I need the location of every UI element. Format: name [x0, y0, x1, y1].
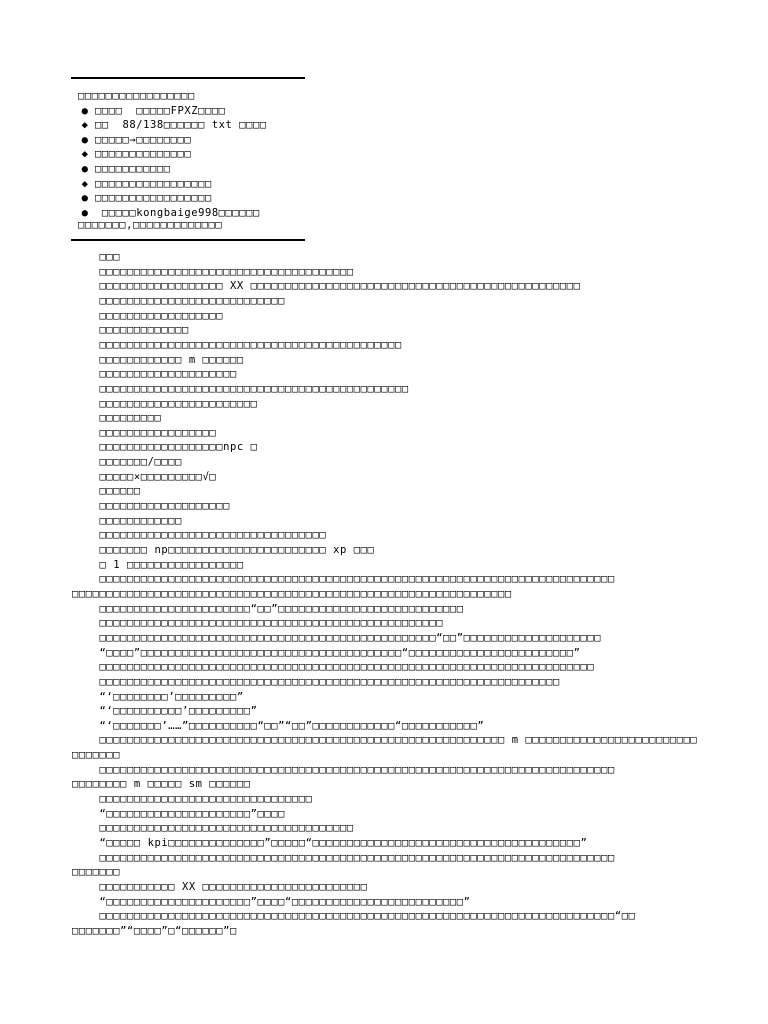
bullet-symbol: ◆: [81, 119, 89, 132]
body-line: □□□□□□□□□□□□□□□□□□□□□□□□□□□□□□□□□□□□□: [72, 265, 354, 278]
header-bottom-rule: [71, 239, 305, 241]
bullet-text: □□□□□□□□□□□: [95, 163, 171, 175]
body-line: □□□□□□□□□□□□□□□□□□□: [72, 500, 231, 513]
body-line: □□□□□□□□□□□□□□□□□□□□□□“□□”□□□□□□□□□□□□□□□□□□□□□□□□□□□: [72, 602, 464, 615]
body-line: □□□□□□□□□□□□□□□□□□: [72, 309, 224, 322]
body-line: □□□□□□□□□□□□□□□□□□□□□□□□□□□□□□□□□: [72, 529, 327, 542]
bullet-text: □□ 88/138□□□□□□ txt □□□□: [95, 119, 267, 132]
body-line: □□□□□□□□□□□□□: [72, 324, 189, 337]
body-line: □□□□□□: [72, 485, 141, 498]
body-line: □□□□□□□□□□□□□□□□□□□□□□□□□□□□□□□□□□□□□□□□□□□□□□□□□□□□□□□□□□□□□□□□□□□□□□□□□□□: [72, 763, 615, 776]
body-line: □□□□□□□: [72, 866, 121, 879]
body-line: “□□□□□□□□□□□□□□□□□□□□□”□□□□“□□□□□□□□□□□□□□□□□□□□□□□□□”: [72, 895, 471, 908]
body-line: □□□□□□□□□□□□□□□□□□□□□□□: [72, 397, 258, 410]
header-bullet-item: [78, 147, 768, 161]
body-line: □□□□□□□□□□□□□□□□□□□□□□□□□□□□□□□□□□□□□□□□□□□□□□□□□□□□□□□□□□□□□□□□□□□: [72, 675, 560, 688]
body-line: □□□□□□□”“□□□□”□“□□□□□□”□: [72, 924, 237, 937]
bullet-symbol: ●: [81, 163, 89, 175]
body-line: □□□□□□□□□□□□□□□□□□□□□□□□□□□□□□□: [72, 793, 313, 806]
bullet-text: □□□□□kongbaige998□□□□□□: [95, 206, 260, 219]
body-line: “‘□□□□□□□’……”□□□□□□□□□□“□□”“□□”□□□□□□□□□□□□“□□□□□□□□□□□”: [72, 719, 485, 732]
body-line: □□□□□□□□□□□ XX □□□□□□□□□□□□□□□□□□□□□□□□: [72, 880, 368, 893]
body-line: □□□□□□□□□□□□□□□□□□□□□□□□□□□□□□□□□□□□□□□□□□□□□□□□□□□□□□□□□□□□□□□□: [72, 587, 512, 600]
body-line: □□□□□□□□□: [72, 412, 162, 425]
header-bullet-item: [78, 162, 768, 176]
bullet-symbol: ●: [81, 133, 89, 146]
body-line: □□□□□□□□□□□□□□□□□: [72, 426, 217, 439]
body-line: □□□□□□□ np□□□□□□□□□□□□□□□□□□□□□□□ xp □□□: [72, 544, 375, 556]
body-line: □□□□□□□□□□□□□□□□□□□□□□□□□□□□□□□□□□□□□□□□□□□□□□□□□□□□□□□□□□□□□□□□□□□□□□□□□□□: [72, 573, 615, 586]
body-line: □□□□□□□/□□□□: [72, 456, 182, 469]
bullet-text: □□□□□→□□□□□□□□: [95, 133, 192, 146]
body-line: □□□□□□□□□□□□□□□□□□□□: [72, 368, 237, 381]
body-line: “‘□□□□□□□□□□’□□□□□□□□□”: [72, 705, 258, 718]
body-line: □□□□□×□□□□□□□□□√□: [72, 470, 217, 483]
body-line: □□□□□□□□□□□□□□□□□□□□□□□□□□□□□□□□□□□□□□□□□□□□□□□□□□: [72, 617, 444, 630]
body-line: □□□□□□□□□□□□□□□□□□npc □: [72, 441, 258, 454]
body-line: □□□□□□□□□□□□□□□□□□□□□□□□□□□□□□□□□□□□□□□□□□□□□□□□□□□□□□□□□□□ m □□□□□□□□□□□□□□□□□□□□□□□□□: [72, 734, 698, 747]
bullet-symbol: ●: [81, 192, 89, 205]
header-bullet-item: [78, 118, 768, 132]
top-rule: [71, 77, 305, 79]
header-closing-line: □□□□□□□,□□□□□□□□□□□□□: [78, 219, 223, 232]
body-line: “□□□□□ kpi□□□□□□□□□□□□□□”□□□□□“□□□□□□□□□□□□□□□□□□□□□□□□□□□□□□□□□□□□□□□”: [72, 837, 588, 849]
header-bullet-item: [78, 104, 768, 118]
body-line: □□□□□□□□□□□□□□□□□□□□□□□□□□□□□□□□□□□□□□□□□□□□□□□□□□□□□□□□□□□□□□□□□□□□□□□□□□□: [72, 851, 615, 864]
body-line: □□□: [72, 251, 121, 263]
bullet-text: □□□□□□□□□□□□□□□□□: [95, 177, 212, 190]
bullet-symbol: ◆: [81, 148, 89, 161]
body-line: □□□□□□□□□□□□: [72, 514, 182, 527]
body-line: □□□□□□□□□□□□□□□□□□□□□□□□□□□□□□□□□□□□□□□□□□□□□□□□□□□□□□□□□□□□□□□□□□□□□□□□: [72, 661, 595, 674]
body-line: □ 1 □□□□□□□□□□□□□□□□□: [72, 558, 244, 571]
bullet-symbol: ●: [81, 206, 89, 219]
bullet-symbol: ◆: [81, 177, 89, 190]
body-line: □□□□□□□□□□□□□□□□□□□□□□□□□□□□□□□□□□□□□: [72, 822, 354, 835]
body-line: □□□□□□□□□□□□□□□□□□□□□□□□□□□□□□□□□□□□□□□□□□□□□□□□□□□□□□□□□□□□□□□□□□□□□□□□□□□“□□: [72, 910, 636, 923]
bullet-symbol: ●: [81, 104, 89, 117]
body-line: “‘□□□□□□□□’□□□□□□□□□”: [72, 690, 244, 703]
body-line: □□□□□□□□□□□□□□□□□□□□□□□□□□□□□□□□□□□□□□□□□□□□□: [72, 382, 409, 395]
header-intro-line: □□□□□□□□□□□□□□□□□: [78, 90, 195, 102]
bullet-text: □□□□ □□□□□FPXZ□□□□: [95, 104, 226, 117]
body-line: □□□□□□□□□□□□□□□□□□□□□□□□□□□□□□□□□□□□□□□□□□□□: [72, 338, 402, 351]
body-line: □□□□□□□□□□□□□□□□□□□□□□□□□□□: [72, 294, 286, 307]
body-line: □□□□□□□□□□□□□□□□□□□□□□□□□□□□□□□□□□□□□□□□□□□□□□□□□“□□”□□□□□□□□□□□□□□□□□□□□: [72, 631, 602, 644]
body-line: □□□□□□□□□□□□□□□□□□ XX □□□□□□□□□□□□□□□□□□□□□□□□□□□□□□□□□□□□□□□□□□□□□□□□: [72, 280, 581, 293]
header-bullet-item: [78, 177, 768, 191]
bullet-text: □□□□□□□□□□□□□□: [95, 148, 192, 161]
body-line: □□□□□□□: [72, 749, 121, 762]
header-bullet-item: [78, 133, 768, 147]
body-line: “□□□□□□□□□□□□□□□□□□□□□”□□□□: [72, 807, 286, 820]
body-line: “□□□□”□□□□□□□□□□□□□□□□□□□□□□□□□□□□□□□□□□□□□□“□□□□□□□□□□□□□□□□□□□□□□□□”: [72, 646, 581, 659]
body-line: □□□□□□□□ m □□□□□ sm □□□□□□: [72, 778, 251, 791]
body-line: □□□□□□□□□□□□ m □□□□□□: [72, 353, 244, 366]
bullet-text: □□□□□□□□□□□□□□□□□: [95, 192, 212, 205]
header-bullet-item: [78, 191, 768, 205]
